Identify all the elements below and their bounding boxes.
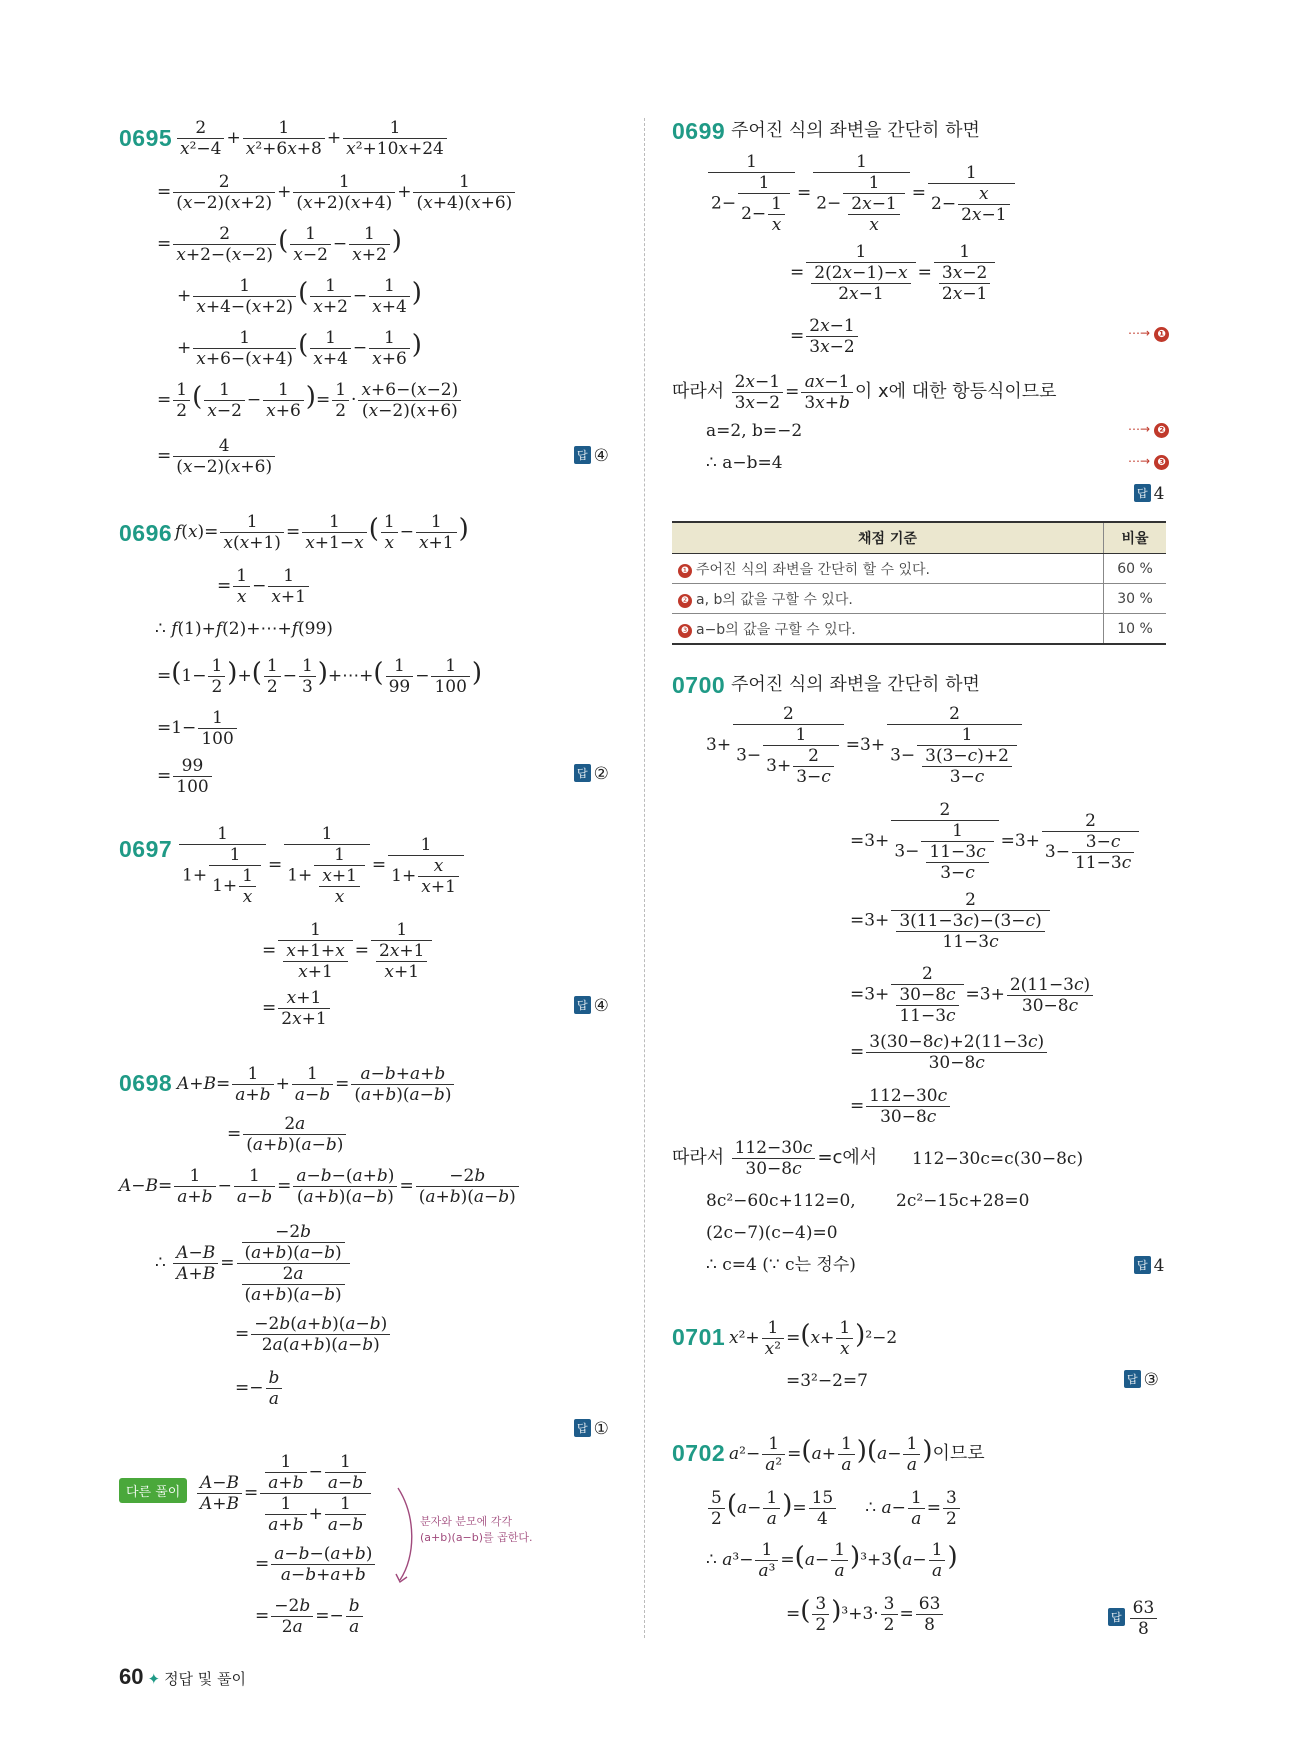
solution-line: = $\frac{2}{x+2-(x-2)}$ ( $\frac{1}{x-2}$ − $\frac{1}{x+2}$ ) [157, 224, 402, 265]
step-marker-number: ❷ [1154, 423, 1169, 438]
solution-line: =− $\frac{b}{a}$ [235, 1368, 284, 1409]
solution-line: $\frac{2}{\text{x²−4}}$ + $\frac{1}{\text{x²+6x+8}}$ + $\frac{1}{\text{x²+10x+24}}$ [175, 118, 449, 159]
step-marker: ⋯→ ❸ [1128, 454, 1169, 470]
answer-value: ④ [593, 996, 609, 1016]
solution-line: $\frac{A-B}{A+B}$ = $\frac{1}{a+b}$ − $\frac{1}{a-b}$ $\frac{1}{a+b}$ + $\frac{1}{a-b}$ [195, 1452, 373, 1535]
text-then: 따라서 [672, 1147, 725, 1168]
solution-line: $\frac{5}{2}$ (a− $\frac{1}{a}$ )= $\frac{15}{4}$ ∴ a− $\frac{1}{a}$ = $\frac{3}{2}$ [706, 1488, 962, 1529]
star-icon: ✦ [147, 1670, 161, 1688]
answer-label: 답 [574, 996, 591, 1014]
answer-label: 답 [574, 764, 591, 782]
problem-number: 0701 [672, 1324, 726, 1350]
side-note-line: 분자와 분모에 각각 [420, 1515, 513, 1528]
solution-line: ∴ $\frac{A-B}{A+B}$ = $\frac{\frac{-2b}{(a+b)(a-b)}}{\frac{2a}{(a+b)(a-b)}}$ [155, 1222, 352, 1305]
solution-line: + $\frac{1}{x+4-(x+2)}$ ( $\frac{1}{x+2}$ − $\frac{1}{x+4}$ ) [177, 276, 422, 317]
answer-value: 4 [1153, 1256, 1165, 1276]
intro-text: 주어진 식의 좌변을 간단히 하면 [731, 120, 980, 141]
solution-line: 3+ 2 3− 1 3+ $\frac{2}{3-c}$ =3+ 2 3− $\frac{1}{\frac{3(3-c)+2}{3-c}}$ [706, 704, 1024, 787]
answer-value: ③ [1143, 1370, 1159, 1390]
criterion-percent: 10 % [1104, 614, 1167, 645]
intro-text: 주어진 식의 좌변을 간단히 하면 [731, 674, 980, 695]
solution-line: ∴ c=4 (∵ c는 정수) [706, 1255, 856, 1275]
answer [574, 764, 609, 784]
answer-value: $\frac{63}{8}$ [1128, 1608, 1160, 1628]
solution-line: = $\frac{2}{(x-2)(x+2)}$ + $\frac{1}{(x+2)(x+4)}$ + $\frac{1}{(x+4)(x+6)}$ [157, 172, 517, 213]
solution-line: + $\frac{1}{x+6-(x+4)}$ ( $\frac{1}{x+4}$ − $\frac{1}{x+6}$ ) [177, 328, 422, 369]
problem-number: 0696 [119, 520, 173, 546]
criterion-text: 주어진 식의 좌변을 간단히 할 수 있다. [696, 561, 931, 578]
solution-line: = $\frac{2a}{(a+b)(a-b)}$ [227, 1114, 348, 1155]
solution-line: 112−30c=c(30−8c) [912, 1149, 1084, 1169]
page-number: 60 [119, 1664, 144, 1689]
solution-line: ∴ a³− $\frac{1}{\text{a³}}$ =(a− $\frac{1}{a}$ )³+3(a− $\frac{1}{a}$ ) [706, 1540, 958, 1581]
footer-title: 정답 및 풀이 [164, 1670, 247, 1688]
header-ratio: 비율 [1104, 522, 1167, 554]
page-footer [119, 1664, 246, 1690]
text-eq-tail: =c에서 [817, 1147, 878, 1168]
solution-line: a=2, b=−2 [706, 421, 803, 441]
grading-table [672, 521, 1166, 645]
solution-line: (2c−7)(c−4)=0 [706, 1223, 838, 1243]
solution-line: = $\frac{99}{100}$ [157, 756, 214, 797]
grading-row [672, 614, 1166, 645]
answer-label: 답 [1134, 1256, 1151, 1274]
solution-line: 1 1+ 1 1+ $\frac{1}{x}$ = 1 1+ $\frac{1}{\frac{x+1}{x}}$ = 1 1+ $\frac{x}{x+1}$ [177, 824, 466, 907]
solution-line: A−B= $\frac{1}{a+b}$ − $\frac{1}{a-b}$ = $\frac{a-b-(a+b)}{(a+b)(a-b)}$ = $\frac{-2b}{(a+b)(a-b)}$ [119, 1166, 521, 1207]
solution-line: ∴ f(1)+f(2)+⋯+f(99) [155, 619, 333, 639]
answer-value: 4 [1153, 484, 1165, 504]
answer-label: 답 [574, 1419, 591, 1437]
solution-line: 따라서 $\frac{112-30c}{30-8c}$ =c에서 [672, 1138, 878, 1179]
criterion-text: a−b의 값을 구할 수 있다. [696, 621, 856, 638]
step-marker: ⋯→ ❷ [1128, 422, 1169, 438]
answer-label: 답 [574, 446, 591, 464]
grading-header [672, 522, 1166, 554]
solution-line: 따라서 $\frac{2x-1}{3x-2}$ = $\frac{ax-1}{3x+b}$ 이 x에 대한 항등식이므로 [672, 372, 1057, 413]
criterion-number: ❷ [678, 594, 692, 608]
answer-value: ④ [593, 446, 609, 466]
solution-line: = $\frac{2x-1}{3x-2}$ [790, 316, 860, 357]
problem-number: 0698 [119, 1070, 173, 1096]
answer [1134, 1256, 1164, 1276]
grading-row [672, 554, 1166, 584]
answer [1134, 484, 1164, 504]
solution-line: a²− $\frac{1}{\text{a²}}$ =(a+ $\frac{1}{a}$ )(a− $\frac{1}{a}$ )이므로 [729, 1434, 985, 1475]
criterion-percent: 60 % [1104, 554, 1167, 584]
solution-line: = $\frac{1}{2}$ ( $\frac{1}{x-2}$ − $\frac{1}{x+6}$ )= $\frac{1}{2}$ · $\frac{x+6-(x-2)}{(x-2)(x+6)}$ [157, 380, 463, 421]
solution-line: = $\frac{112-30c}{30-8c}$ [850, 1086, 952, 1127]
solution-line: 8c²−60c+112=0, [706, 1191, 856, 1211]
solution-line: =3+ $\frac{2}{\frac{30-8c}{11-3c}}$ =3+ $\frac{2(11-3c)}{30-8c}$ [850, 964, 1095, 1026]
answer-label: 답 [1108, 1608, 1125, 1626]
column-divider [644, 118, 645, 1638]
solution-line: 1 2− 1 2− $\frac{1}{x}$ = 1 2− $\frac{1}{\frac{2x-1}{x}}$ = 1 2− $\frac{x}{2x-1}$ [706, 152, 1017, 235]
solution-line: =(1− $\frac{1}{2}$ )+( $\frac{1}{2}$ − $\frac{1}{3}$ )+⋯+( $\frac{1}{99}$ − $\frac{1}{100}$ ) [157, 656, 483, 697]
solution-line: A+B= $\frac{1}{a+b}$ + $\frac{1}{a-b}$ = $\frac{a-b+a+b}{(a+b)(a-b)}$ [177, 1064, 456, 1105]
answer [574, 446, 609, 466]
solution-line: = $\frac{a-b-(a+b)}{a-b+a+b}$ [255, 1544, 377, 1585]
solution-line: = $\frac{-2b(a+b)(a-b)}{2a(a+b)(a-b)}$ [235, 1314, 392, 1355]
criterion-number: ❶ [678, 564, 692, 578]
solution-line: =( $\frac{3}{2}$ )³+3· $\frac{3}{2}$ = $\frac{63}{8}$ [786, 1594, 945, 1635]
answer [574, 1419, 609, 1439]
solution-line: = $\frac{-2b}{2a}$ =− $\frac{b}{a}$ [255, 1596, 365, 1637]
alt-solution-badge: 다른 풀이 [119, 1478, 187, 1503]
solution-line: =3²−2=7 [786, 1371, 868, 1391]
step-marker: ⋯→ ❶ [1128, 326, 1169, 342]
solution-line: = $\frac{3(30-8c)+2(11-3c)}{30-8c}$ [850, 1032, 1049, 1073]
criterion-number: ❸ [678, 624, 692, 638]
header-criteria: 채점 기준 [672, 522, 1104, 554]
solution-line: =1− $\frac{1}{100}$ [157, 708, 239, 749]
solution-line: =3+ $\frac{2}{\frac{3(11-3c)-(3-c)}{11-3c}}$ [850, 890, 1052, 952]
step-marker-number: ❸ [1154, 455, 1169, 470]
answer [1124, 1370, 1159, 1390]
text-identity: 이 x에 대한 항등식이므로 [854, 381, 1057, 402]
solution-line: x²+ $\frac{1}{\text{x²}}$ =(x+ $\frac{1}{x}$ )²−2 [729, 1318, 898, 1359]
solution-line: = $\frac{1}{\frac{x+1+x}{x+1}}$ = $\frac{1}{\frac{2x+1}{x+1}}$ [262, 920, 434, 982]
solution-line: f(x)= $\frac{1}{x(x+1)}$ = $\frac{1}{x+1-x}$ ( $\frac{1}{x}$ − $\frac{1}{x+1}$ ) [175, 512, 469, 553]
solution-line: 2c²−15c+28=0 [896, 1191, 1030, 1211]
criterion-percent: 30 % [1104, 584, 1167, 614]
problem-number: 0697 [119, 836, 173, 862]
solution-line: = $\frac{1}{x}$ − $\frac{1}{x+1}$ [217, 566, 311, 607]
arrow-curve-icon [394, 1486, 418, 1586]
text-since: 이므로 [932, 1443, 985, 1464]
solution-line: = $\frac{x+1}{2x+1}$ [262, 988, 332, 1029]
answer-label: 답 [1134, 484, 1151, 502]
side-note [420, 1514, 533, 1546]
criterion-text: a, b의 값을 구할 수 있다. [696, 591, 853, 608]
problem-number: 0700 [672, 672, 726, 698]
solution-line: ∴ a−b=4 [706, 453, 783, 473]
answer-value: ② [593, 764, 609, 784]
problem-number: 0699 [672, 118, 726, 144]
problem-number: 0695 [119, 125, 173, 151]
solution-line: = $\frac{4}{(x-2)(x+6)}$ [157, 436, 277, 477]
problem-number: 0702 [672, 1440, 726, 1466]
text-then: 따라서 [672, 381, 725, 402]
step-marker-number: ❶ [1154, 327, 1169, 342]
answer-value: ① [593, 1419, 609, 1439]
solution-line: = $\frac{1}{\frac{2(2x-1)-x}{2x-1}}$ = $\frac{1}{\frac{3x-2}{2x-1}}$ [790, 242, 997, 304]
solution-line: =3+ 2 3− $\frac{1}{\frac{11-3c}{3-c}}$ =3+ 2 3− $\frac{3-c}{11-3c}$ [850, 800, 1141, 883]
answer [1108, 1598, 1159, 1639]
answer-label: 답 [1124, 1370, 1141, 1388]
answer [574, 996, 609, 1016]
grading-row [672, 584, 1166, 614]
side-note-line: (a+b)(a−b)를 곱한다. [420, 1531, 533, 1544]
